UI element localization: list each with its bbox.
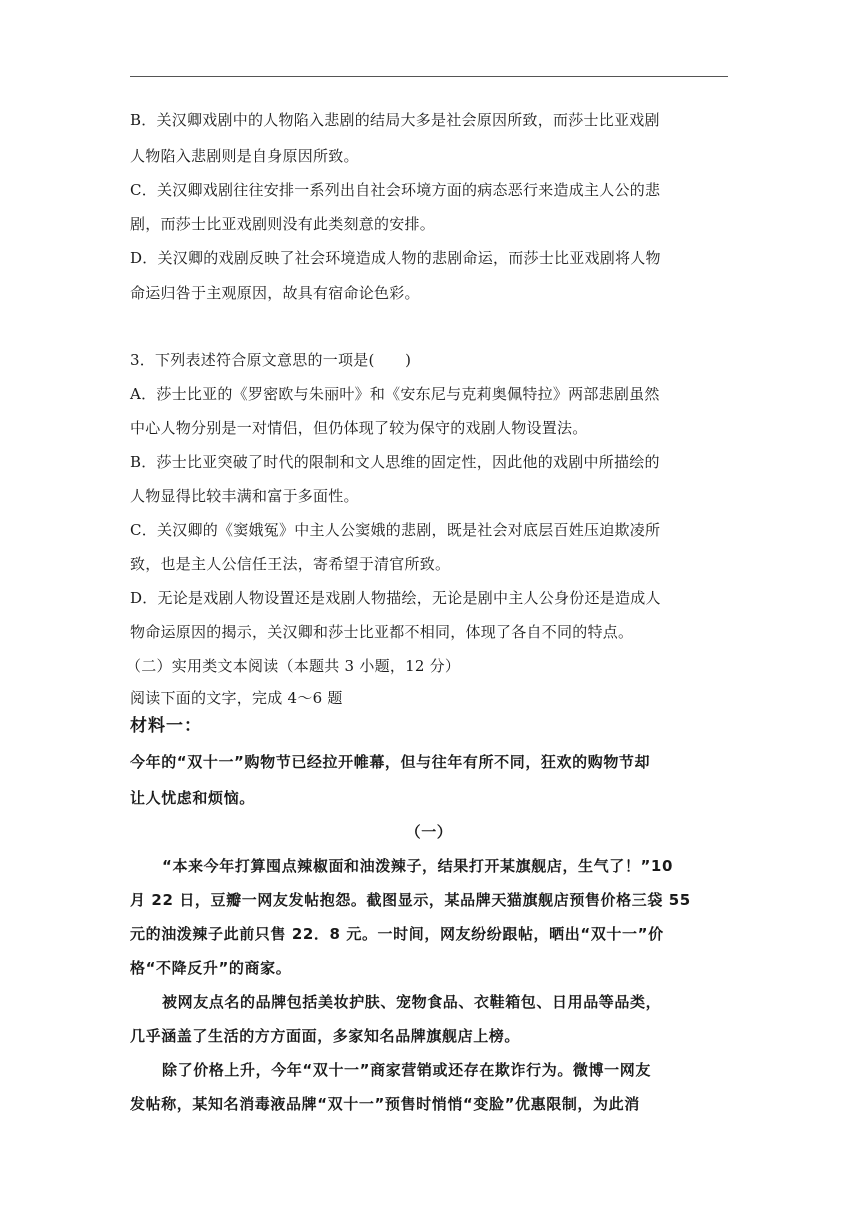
q3-option-b-line1: B．莎士比亚突破了时代的限制和文人思维的固定性，因此他的戏剧中所描绘的 [130, 453, 660, 471]
q3-option-d-line1: D．无论是戏剧人物设置还是戏剧人物描绘，无论是剧中主人公身份还是造成人 [130, 589, 661, 607]
q2-option-d-line2: 命运归咎于主观原因，故具有宿命论色彩。 [130, 284, 420, 302]
paragraph3-line2: 发帖称，某知名消毒液品牌“双十一”预售时悄悄“变脸”优惠限制，为此消 [130, 1095, 640, 1113]
material-heading: 材料一： [130, 716, 202, 736]
paragraph3-line1: 除了价格上升，今年“双十一”商家营销或还存在欺诈行为。微博一网友 [162, 1061, 651, 1079]
q2-option-d-line1: D．关汉卿的戏剧反映了社会环境造成人物的悲剧命运，而莎士比亚戏剧将人物 [130, 249, 661, 267]
material-intro-line1: 今年的“双十一”购物节已经拉开帷幕，但与往年有所不同，狂欢的购物节却 [130, 753, 651, 771]
q3-option-a-line1: A．莎士比亚的《罗密欧与朱丽叶》和《安东尼与克莉奥佩特拉》两部悲剧虽然 [130, 385, 660, 403]
q3-stem: 3．下列表述符合原文意思的一项是( ) [130, 351, 412, 369]
paragraph2-line2: 几乎涵盖了生活的方方面面，多家知名品牌旗舰店上榜。 [130, 1027, 521, 1045]
q3-option-c-line2: 致，也是主人公信任王法，寄希望于清官所致。 [130, 555, 451, 573]
q2-option-c-line2: 剧，而莎士比亚戏剧则没有此类刻意的安排。 [130, 215, 436, 233]
paragraph1-line4: 格“不降反升”的商家。 [130, 959, 292, 977]
q3-option-b-line2: 人物显得比较丰满和富于多面性。 [130, 487, 359, 505]
paragraph1-line3: 元的油泼辣子此前只售 22．8 元。一时间，网友纷纷跟帖，晒出“双十一”价 [130, 925, 664, 943]
q3-option-d-line2: 物命运原因的揭示，关汉卿和莎士比亚都不相同，体现了各自不同的特点。 [130, 623, 634, 641]
q3-option-c-line1: C．关汉卿的《窦娥冤》中主人公窦娥的悲剧，既是社会对底层百姓压迫欺凌所 [130, 521, 661, 539]
paragraph1-line1: “本来今年打算囤点辣椒面和油泼辣子，结果打开某旗舰店，生气了！”10 [162, 857, 673, 875]
q2-option-b-line2: 人物陷入悲剧则是自身原因所致。 [130, 147, 359, 165]
material-intro-line2: 让人忧虑和烦恼。 [130, 789, 255, 807]
material-part-label: （一） [405, 823, 453, 841]
q2-option-c-line1: C．关汉卿戏剧往往安排一系列出自社会环境方面的病态恶行来造成主人公的悲 [130, 181, 661, 199]
paragraph1-line2: 月 22 日，豆瓣一网友发帖抱怨。截图显示，某品牌天猫旗舰店预售价格三袋 55 [130, 891, 691, 909]
q2-option-b-line1: B．关汉卿戏剧中的人物陷入悲剧的结局大多是社会原因所致，而莎士比亚戏剧 [130, 111, 660, 129]
section-title: （二）实用类文本阅读（本题共 3 小题，12 分） [126, 657, 461, 675]
header-rule [130, 76, 728, 77]
paragraph2-line1: 被网友点名的品牌包括美妆护肤、宠物食品、衣鞋箱包、日用品等品类， [162, 993, 662, 1011]
q3-option-a-line2: 中心人物分别是一对情侣，但仍体现了较为保守的戏剧人物设置法。 [130, 419, 588, 437]
section-instruction: 阅读下面的文字，完成 4～6 题 [130, 689, 343, 707]
